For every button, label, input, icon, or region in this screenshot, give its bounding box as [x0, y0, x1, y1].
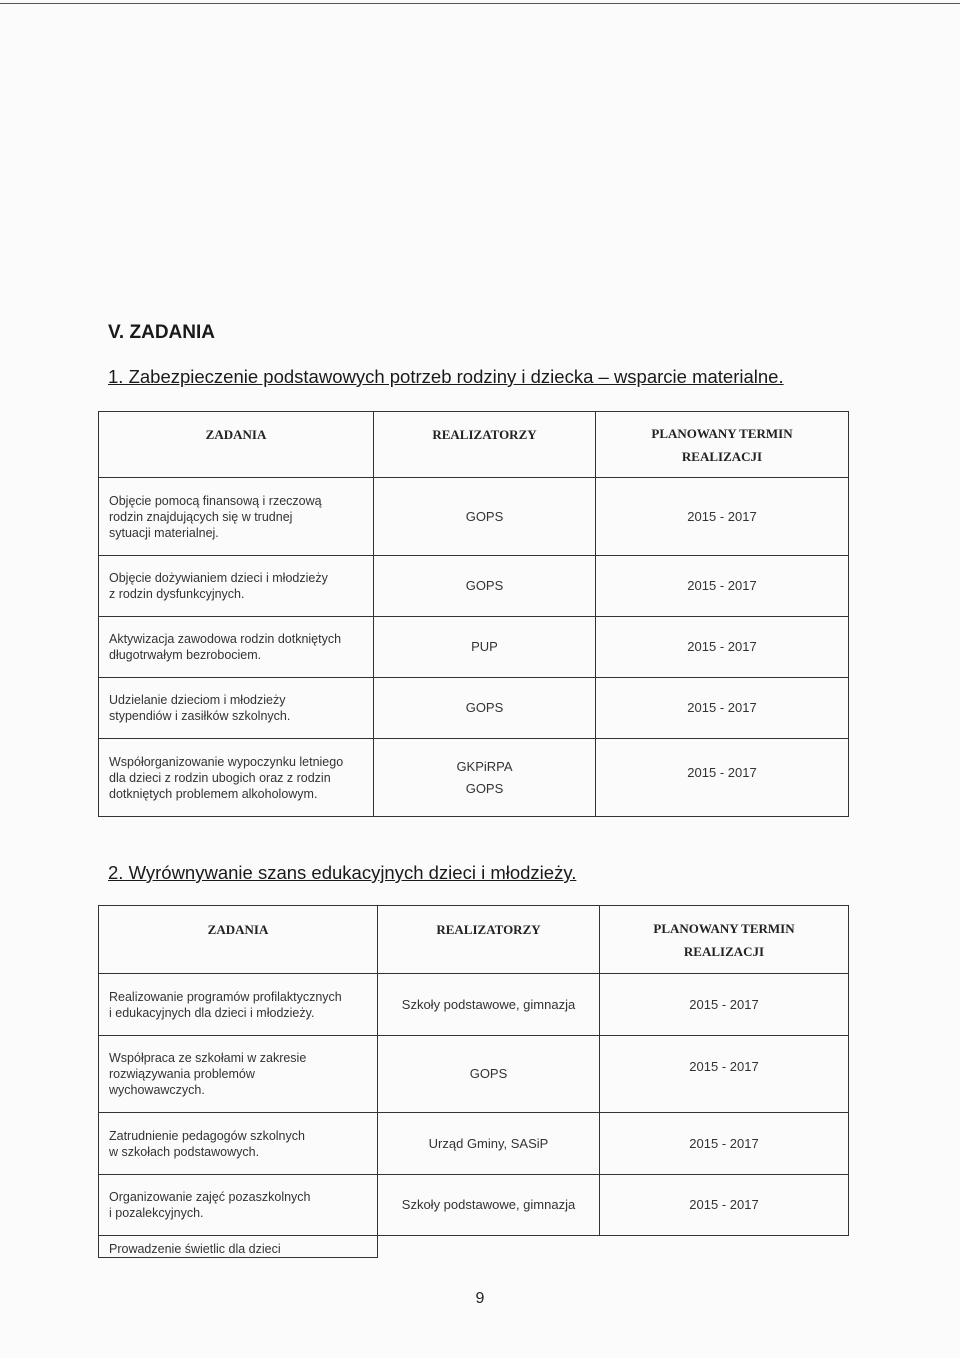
task-cell: Prowadzenie świetlic dla dzieci: [99, 1236, 378, 1258]
term-cell: 2015 - 2017: [596, 556, 849, 617]
section-heading: V. ZADANIA: [108, 322, 215, 343]
executor-cell: GOPS: [374, 478, 596, 556]
executor-cell: Szkoły podstawowe, gimnazja: [378, 974, 600, 1036]
top-edge-line: [0, 3, 960, 4]
term-cell: 2015 - 2017: [600, 1036, 849, 1113]
header-tasks: ZADANIA: [99, 906, 378, 974]
header-executors: REALIZATORZY: [378, 906, 600, 974]
table-row: [99, 478, 849, 556]
section1-heading: 1. Zabezpieczenie podstawowych potrzeb rodziny i dziecka – wsparcie materialne.: [108, 366, 784, 387]
term-cell: 2015 - 2017: [600, 974, 849, 1036]
task-cell: Współorganizowanie wypoczynku letniego dla dzieci z rodzin ubogich oraz z rodzin dotkniętych problemem alkoholowym.: [99, 739, 374, 817]
executor-cell: GOPS: [378, 1036, 600, 1113]
task-cell: Realizowanie programów profilaktycznych i edukacyjnych dla dzieci i młodzieży.: [99, 974, 378, 1036]
term-cell: 2015 - 2017: [596, 678, 849, 739]
table-row: [99, 556, 849, 617]
term-cell: 2015 - 2017: [596, 739, 849, 817]
task-cell: Objęcie pomocą finansową i rzeczową rodzin znajdujących się w trudnej sytuacji materialnej.: [99, 478, 374, 556]
term-cell: 2015 - 2017: [600, 1175, 849, 1236]
table-row: [99, 678, 849, 739]
term-cell: 2015 - 2017: [596, 617, 849, 678]
table-row: [99, 1175, 849, 1236]
term-cell: [600, 1236, 849, 1258]
executor-cell: PUP: [374, 617, 596, 678]
task-cell: Aktywizacja zawodowa rodzin dotkniętych długotrwałym bezrobociem.: [99, 617, 374, 678]
table-row: [99, 739, 849, 817]
task-cell: Organizowanie zajęć pozaszkolnych i pozalekcyjnych.: [99, 1175, 378, 1236]
header-term: PLANOWANY TERMIN REALIZACJI: [596, 412, 849, 478]
section1-table: [98, 411, 849, 817]
table-row: [99, 974, 849, 1036]
executor-cell: Szkoły podstawowe, gimnazja: [378, 1175, 600, 1236]
task-cell: Objęcie dożywianiem dzieci i młodzieży z rodzin dysfunkcyjnych.: [99, 556, 374, 617]
table-row: [99, 1036, 849, 1113]
table-header-row: [99, 906, 849, 974]
section2-heading: 2. Wyrównywanie szans edukacyjnych dzieci i młodzieży.: [108, 862, 577, 883]
term-cell: 2015 - 2017: [596, 478, 849, 556]
executor-cell: Urząd Gminy, SASiP: [378, 1113, 600, 1175]
header-term: PLANOWANY TERMIN REALIZACJI: [600, 906, 849, 974]
header-executors: REALIZATORZY: [374, 412, 596, 478]
table-header-row: [99, 412, 849, 478]
executor-cell: GOPS: [374, 556, 596, 617]
executor-cell: GOPS: [374, 678, 596, 739]
task-cell: Zatrudnienie pedagogów szkolnych w szkołach podstawowych.: [99, 1113, 378, 1175]
executor-cell: GKPiRPA GOPS: [374, 739, 596, 817]
task-cell: Współpraca ze szkołami w zakresie rozwiązywania problemów wychowawczych.: [99, 1036, 378, 1113]
executor-cell: [378, 1236, 600, 1258]
table-row: [99, 617, 849, 678]
page-number: 9: [475, 1290, 485, 1307]
section2-table: [98, 905, 849, 1258]
table-row: [99, 1236, 849, 1258]
term-cell: 2015 - 2017: [600, 1113, 849, 1175]
table-row: [99, 1113, 849, 1175]
task-cell: Udzielanie dzieciom i młodzieży stypendiów i zasiłków szkolnych.: [99, 678, 374, 739]
header-tasks: ZADANIA: [99, 412, 374, 478]
